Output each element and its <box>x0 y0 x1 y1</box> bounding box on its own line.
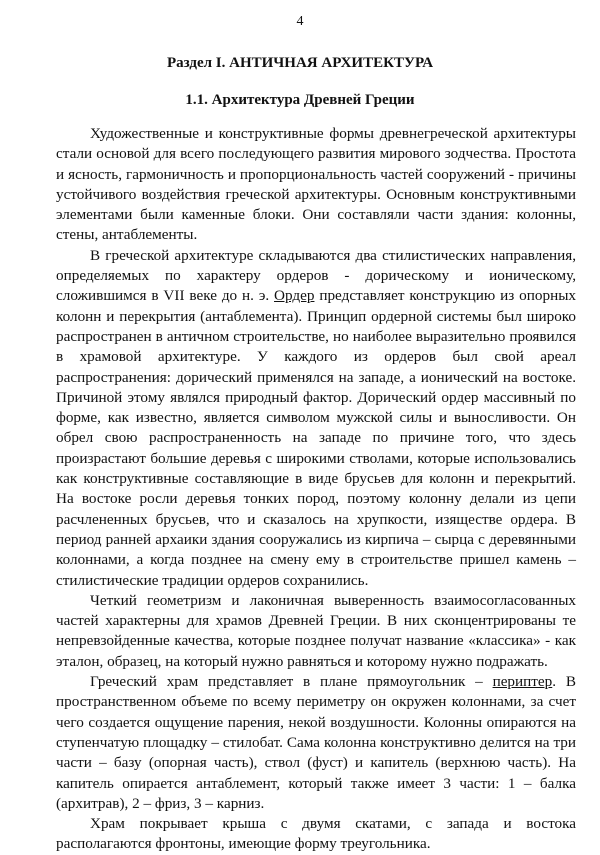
page-number: 4 <box>296 14 304 29</box>
paragraph-5-text: Храм покрывает крыша с двумя скатами, с запада и востока располагаются фронтоны, имеющие форму треугольника. <box>56 815 576 853</box>
term-order: Ордер <box>274 287 315 305</box>
paragraph-2-text-after: представляет конструкцию из опорных колонн и перекрытия (антаблемента). Принцип ордерной системы был широко распространен в античном строительстве, но наиболее выразительно проявился в храмовой архитектуре. У каждого из ордеров был свой ареал распространения: дорический применялся на западе, а ионический на востоке. Причиной этому являлся природный фактор. Дорический ордер массивный по форме, как известно, является символом мужской силы и выносливости. Он обрел свою распространенность на западе по причине того, что здесь произрастают большие деревья с широкими стволами, которые использовались как конструктивные составляющие в виде брусьев для колонн и перекрытий. На востоке росли деревья тонких пород, поэтому колонну делали из цепи расчлененных брусьев, что и сказалось на хрупкости, изяществе ордера. В период ранней архаики здания сооружались из кирпича – сырца с деревянными колоннами, а когда позднее на смену ему в строительстве пришел камень – стилистические традиции ордеров сохранились. <box>56 287 576 589</box>
subsection-title: 1.1. Архитектура Древней Греции <box>185 92 415 108</box>
paragraph-4-text-before: Греческий храм представляет в плане прямоугольник – <box>90 673 493 691</box>
paragraph-1 <box>56 124 576 246</box>
term-peripter: периптер <box>492 673 553 691</box>
paragraph-2 <box>56 246 576 591</box>
paragraph-5 <box>56 814 576 855</box>
paragraph-3 <box>56 591 576 672</box>
paragraph-3-text: Четкий геометризм и лаконичная выверенность взаимосогласованных частей характерны для храмов Древней Греции. В них сконцентрированы те непревзойденные качества, которые позднее получат название «классика» - как эталон, образец, на который нужно равняться и которому нужно подражать. <box>56 591 576 670</box>
paragraph-4 <box>56 672 576 814</box>
section-title: Раздел I. АНТИЧНАЯ АРХИТЕКТУРА <box>166 55 434 71</box>
body-text <box>56 124 576 855</box>
paragraph-4-text-after: . В пространственном объеме по всему периметру он окружен колоннами, за счет чего создается ощущение парения, некой воздушности. Колонны опираются на ступенчатую площадку – стилобат. Сама колонна конструктивно делится на три части – базу (опорная часть), ствол (фуст) и капитель (верхнюю часть). На капитель опирается антаблемент, который также имеет 3 части: 1 – балка (архитрав), 2 – фриз, 3 – карниз. <box>56 673 576 812</box>
paragraph-2-text-before: В греческой архитектуре складываются два стилистических направления, определяемых по характеру ордеров - дорическому и ионическому, сложившимся в VII веке до н. э. <box>56 246 576 305</box>
paragraph-1-text: Художественные и конструктивные формы древнегреческой архитектуры стали основой для всего последующего развития мирового зодчества. Простота и ясность, гармоничность и пропорциональность частей сооружений - причины устойчивого воздействия греческой архитектуры. Основным конструктивными элементами были каменные блоки. Они составляли части здания: колонны, стены, антаблементы. <box>56 125 576 244</box>
